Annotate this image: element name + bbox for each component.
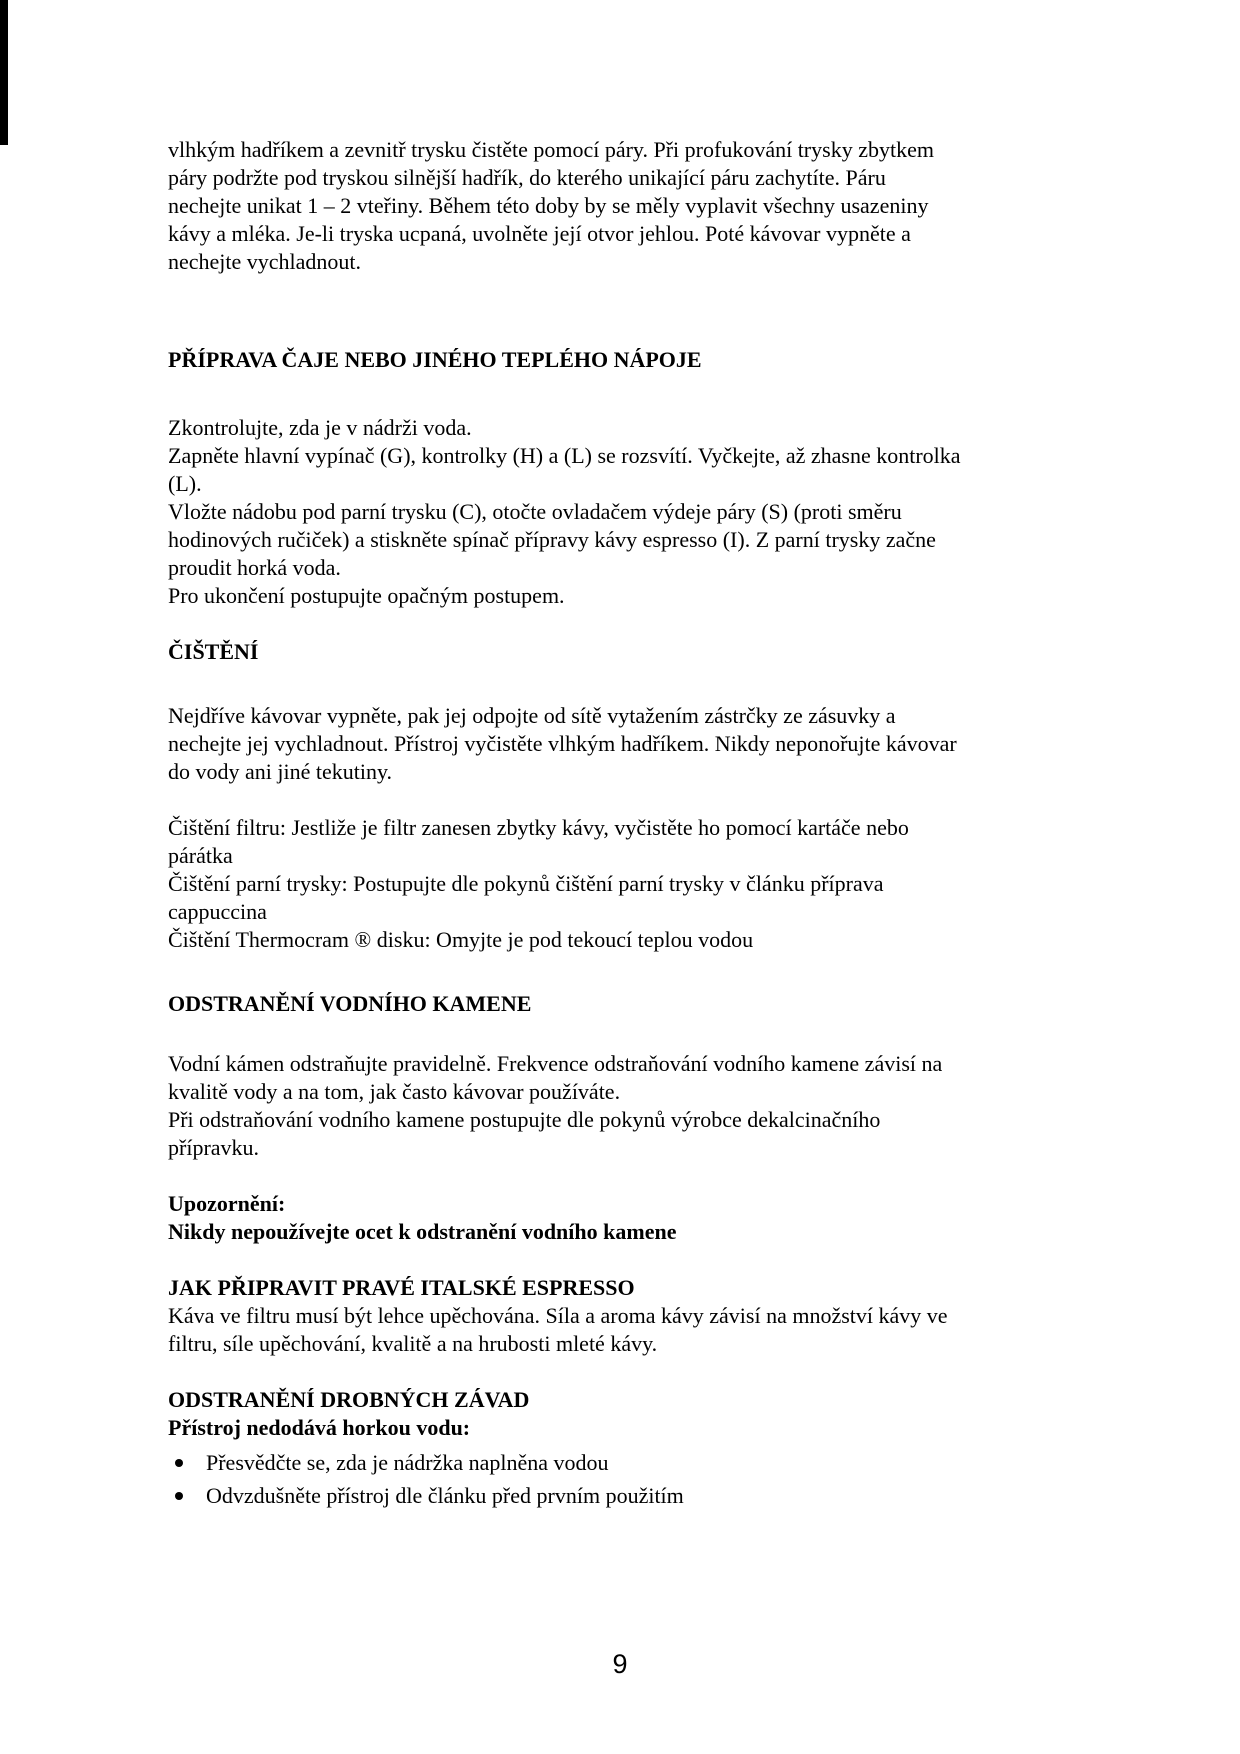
section-heading-tea: PŘÍPRAVA ČAJE NEBO JINÉHO TEPLÉHO NÁPOJE — [168, 347, 702, 372]
bullet-icon — [175, 1492, 183, 1500]
cleaning-items — [168, 814, 963, 954]
page-number: 9 — [612, 1649, 628, 1679]
espresso-paragraph: Káva ve filtru musí být lehce upěchována. Síla a aroma kávy závisí na množství kávy ve filtru, síle upěchování, kvalitě a na hrubosti mleté kávy. — [168, 1303, 948, 1356]
descaling-paragraph-2: Při odstraňování vodního kamene postupujte dle pokynů výrobce dekalcinačního přípravku. — [168, 1107, 881, 1160]
tea-step: Zkontrolujte, zda je v nádrži voda. — [168, 415, 472, 440]
tea-step: Pro ukončení postupujte opačným postupem. — [168, 583, 565, 608]
list-item — [168, 1479, 963, 1512]
bullet-icon — [175, 1459, 183, 1467]
cleaning-item: Čištění parní trysky: Postupujte dle pokynů čištění parní trysky v článku příprava cappuccina — [168, 871, 884, 924]
descaling-paragraph-1: Vodní kámen odstraňujte pravidelně. Frekvence odstraňování vodního kamene závisí na kvalitě vody a na tom, jak často kávovar používáte. — [168, 1051, 943, 1104]
section-heading-espresso: JAK PŘIPRAVIT PRAVÉ ITALSKÉ ESPRESSO — [168, 1275, 635, 1300]
scan-artifact-mark — [0, 0, 8, 145]
warning-label: Upozornění: — [168, 1191, 286, 1216]
troubleshooting-list — [168, 1446, 963, 1512]
cleaning-item: Čištění Thermocram ® disku: Omyjte je pod tekoucí teplou vodou — [168, 927, 754, 952]
tea-step: Zapněte hlavní vypínač (G), kontrolky (H) a (L) se rozsvítí. Vyčkejte, až zhasne kontrolka (L). — [168, 443, 961, 496]
cleaning-paragraph: Nejdříve kávovar vypněte, pak jej odpojte od sítě vytažením zástrčky ze zásuvky a nechejte jej vychladnout. Přístroj vyčistěte vlhkým hadříkem. Nikdy neponořujte kávovar do vody ani jiné tekutiny. — [168, 703, 957, 784]
list-item — [168, 1446, 963, 1479]
warning-text: Nikdy nepoužívejte ocet k odstranění vodního kamene — [168, 1219, 677, 1244]
section-heading-troubleshooting: ODSTRANĚNÍ DROBNÝCH ZÁVAD — [168, 1387, 530, 1412]
section-heading-descaling: ODSTRANĚNÍ VODNÍHO KAMENE — [168, 991, 532, 1016]
list-item-text: Přesvědčte se, zda je nádržka naplněna vodou — [206, 1450, 609, 1475]
warning-block — [168, 1190, 963, 1246]
section-heading-cleaning: ČIŠTĚNÍ — [168, 639, 259, 664]
issue-title: Přístroj nedodává horkou vodu: — [168, 1415, 471, 1440]
page-content — [168, 136, 963, 1512]
tea-step: Vložte nádobu pod parní trysku (C), otočte ovladačem výdeje páry (S) (proti směru hodinových ručiček) a stiskněte spínač přípravy kávy espresso (I). Z parní trysky začne proudit horká voda. — [168, 499, 936, 580]
intro-paragraph: vlhkým hadříkem a zevnitř trysku čistěte pomocí páry. Při profukování trysky zbytkem páry podržte pod tryskou silnější hadřík, do kterého unikající páru zachytíte. Páru nechejte unikat 1 – 2 vteřiny. Během této doby by se měly vyplavit všechny usazeniny kávy a mléka. Je-li tryska ucpaná, uvolněte její otvor jehlou. Poté kávovar vypněte a nechejte vychladnout. — [168, 137, 934, 274]
list-item-text: Odvzdušněte přístroj dle článku před prvním použitím — [206, 1483, 684, 1508]
cleaning-item: Čištění filtru: Jestliže je filtr zanesen zbytky kávy, vyčistěte ho pomocí kartáče nebo párátka — [168, 815, 909, 868]
